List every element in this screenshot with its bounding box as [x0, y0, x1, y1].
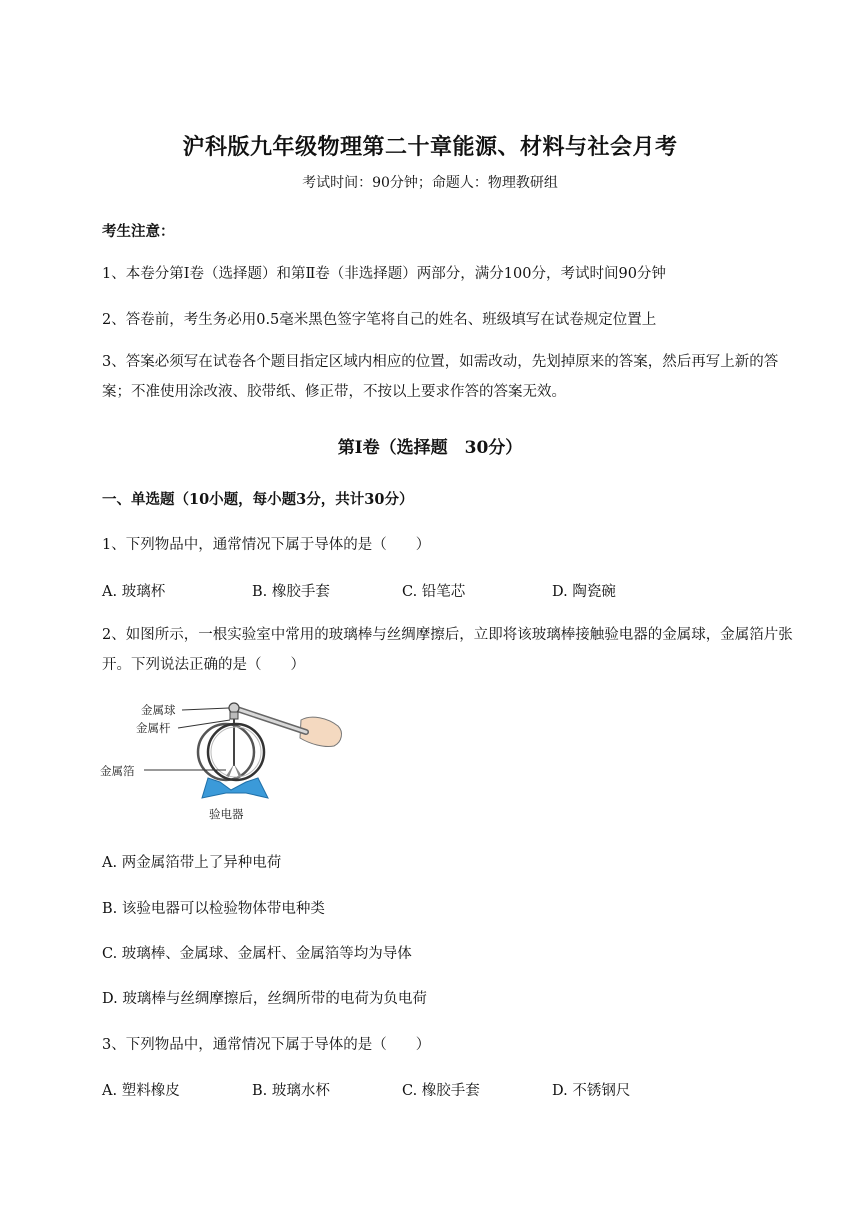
question-stem: 3、下列物品中，通常情况下属于导体的是（ ） — [102, 1037, 431, 1053]
electroscope-figure — [96, 690, 356, 830]
label-electroscope: 验电器 — [209, 807, 244, 821]
label-metal-rod: 金属杆 — [136, 721, 171, 735]
question-stem: 2、如图所示，一根实验室中常用的玻璃棒与丝绸摩擦后，立即将该玻璃棒接触验电器的金属球，金属箔片张开。下列说法正确的是（ ） — [102, 627, 793, 673]
option-d: D. 不锈钢尺 — [552, 1083, 631, 1099]
option-a: A. 塑料橡皮 — [102, 1083, 180, 1099]
notice-item: 1、本卷分第Ⅰ卷（选择题）和第Ⅱ卷（非选择题）两部分，满分100分，考试时间90分钟 — [102, 266, 666, 282]
option-b: B. 玻璃水杯 — [252, 1083, 330, 1099]
option-c: C. 铅笔芯 — [402, 584, 466, 600]
option-b: B. 该验电器可以检验物体带电种类 — [102, 901, 325, 917]
option-c: C. 橡胶手套 — [402, 1083, 480, 1099]
foil-right — [234, 764, 242, 777]
exam-title: 沪科版九年级物理第二十章能源、材料与社会月考 — [182, 134, 678, 160]
section-title: 第Ⅰ卷（选择题 30分） — [337, 438, 523, 458]
part-heading: 一、单选题（10小题，每小题3分，共计30分） — [102, 491, 414, 508]
option-b: B. 橡胶手套 — [252, 584, 330, 600]
notice-item: 2、答卷前，考生务必用0.5毫米黑色签字笔将自己的姓名、班级填写在试卷规定位置上 — [102, 312, 657, 328]
option-d: D. 陶瓷碗 — [552, 584, 616, 600]
label-metal-ball: 金属球 — [141, 703, 176, 717]
exam-subtitle: 考试时间：90分钟；命题人：物理教研组 — [302, 175, 558, 191]
notice-item: 3、答案必须写在试卷各个题目指定区域内相应的位置，如需改动，先划掉原来的答案，然后再写上新的答案；不准使用涂改液、胶带纸、修正带，不按以上要求作答的答案无效。 — [102, 354, 779, 400]
foil-left — [226, 764, 234, 777]
option-d: D. 玻璃棒与丝绸摩擦后，丝绸所带的电荷为负电荷 — [102, 991, 427, 1007]
ring-front — [208, 724, 264, 780]
ring-back — [198, 724, 254, 780]
label-metal-foil: 金属箔 — [100, 764, 135, 778]
metal-cap — [230, 712, 238, 719]
option-a: A. 两金属箔带上了异种电荷 — [102, 855, 282, 871]
option-c: C. 玻璃棒、金属球、金属杆、金属箔等均为导体 — [102, 946, 412, 962]
question-stem: 1、下列物品中，通常情况下属于导体的是（ ） — [102, 537, 431, 553]
option-a: A. 玻璃杯 — [102, 584, 166, 600]
notice-heading: 考生注意： — [102, 223, 175, 240]
